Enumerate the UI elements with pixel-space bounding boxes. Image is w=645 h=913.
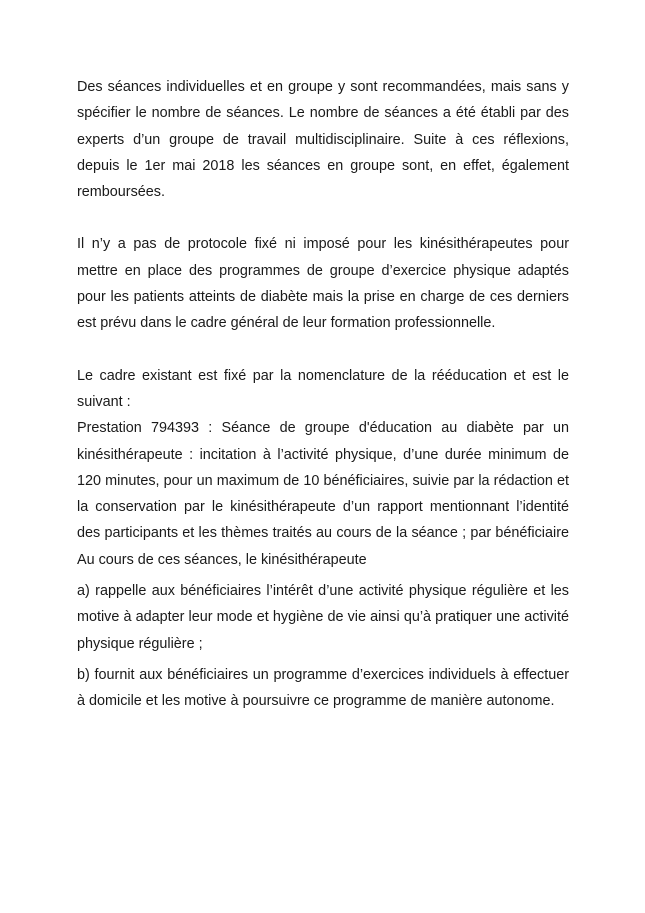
paragraph-seances: Des séances individuelles et en groupe y sont recommandées, mais sans y spécifier le nombre de séances. Le nombre de séances a été établi par des experts d’un groupe de travail multidisciplinaire. Suite à ces réflexions, depuis le 1er mai 2018 les séances en groupe sont, en effet, également remboursées. xyxy=(77,79,569,201)
paragraph-protocole: Il n’y a pas de protocole fixé ni imposé pour les kinésithérapeutes pour mettre en place des programmes de groupe d’exercice physique adaptés pour les patients atteints de diabète mais la prise en charge de ces derniers est prévu dans le cadre général de leur formation professionnelle. xyxy=(77,236,569,332)
paragraph-prestation: Prestation 794393 : Séance de groupe d'éducation au diabète par un kinésithérapeute : incitation à l’activité physique, d’une durée minimum de 120 minutes, pour un maximum de 10 bénéficiaires, suivie par la rédaction et la conservation par le kinésithérapeute d’un rapport mentionnant l’identité des participants et les thèmes traités au cours de la séance ; par bénéficiaire Au cours de ces séances, le kinésithérapeute xyxy=(77,420,569,568)
paragraph-cadre: Le cadre existant est fixé par la nomenclature de la rééducation et est le suivant : xyxy=(77,367,569,410)
list-item-a: a) rappelle aux bénéficiaires l’intérêt d’une activité physique régulière et les motive à adapter leur mode et hygiène de vie ainsi qu’à pratiquer une activité physique régulière ; xyxy=(77,583,569,652)
document-body xyxy=(77,74,569,715)
list-item-b: b) fournit aux bénéficiaires un programme d’exercices individuels à effectuer à domicile et les motive à poursuivre ce programme de manière autonome. xyxy=(77,666,569,710)
